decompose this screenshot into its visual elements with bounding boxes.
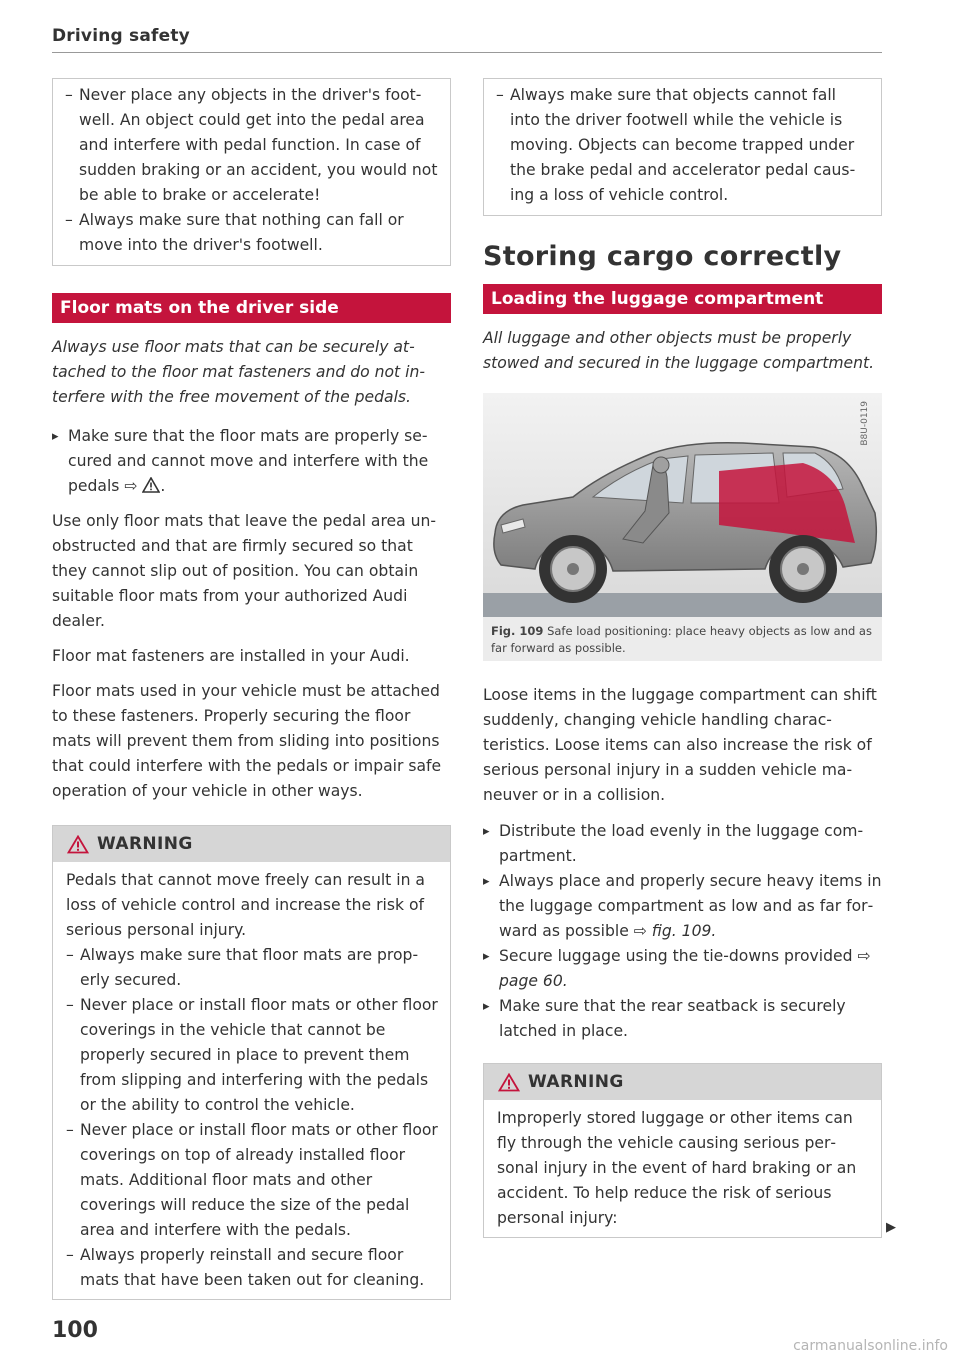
warning-header [53, 826, 450, 862]
watermark: carmanualsonline.info [793, 1338, 948, 1354]
list-item: – Always properly reinstall and secure floor mats that have been taken out for cleaning. [66, 1243, 438, 1293]
warning-title: WARNING [97, 833, 193, 854]
cross-ref-link[interactable]: ⇨ page 60. [499, 947, 871, 990]
paragraph: Floor mat fasteners are installed in your Audi. [52, 647, 410, 665]
list-item: – Always make sure that objects cannot fall into the driver footwell while the vehicle is moving. Objects can become trapped under the brake pedal and accelerator pedal causing a loss of vehicle control. [496, 83, 869, 208]
cross-ref-arrow[interactable]: ⇨ [124, 477, 138, 495]
figure-caption-text: Safe load positioning: place heavy objects as low and as far forward as possible. [491, 624, 872, 655]
paragraph: Loose items in the luggage compartment can shift suddenly, changing vehicle handling characteristics. Loose items can also increase the risk of serious personal injury in a sudden vehicle maneuver or in a collision. [483, 686, 877, 804]
list-item: – Never place any objects in the driver's footwell. An object could get into the pedal area and interfere with pedal function. In case of sudden braking or an accident, you would not be able to brake or accelerate! [65, 83, 438, 208]
instruction-text: Distribute the load evenly in the luggage compartment. [499, 822, 864, 865]
paragraph: Floor mats used in your vehicle must be attached to these fasteners. Properly securing the floor mats will prevent them from sliding into positions that could interfere with the pedals or impair safe operation of your vehicle in other ways. [52, 682, 442, 800]
instruction-text: Secure luggage using the tie-downs provided [499, 947, 853, 965]
figure-109 [483, 393, 882, 661]
warning-triangle-icon[interactable] [142, 477, 160, 493]
car-cargo-illustration [483, 393, 882, 617]
list-item: – Never place or install floor mats or other floor coverings in the vehicle that cannot be properly secured in place to prevent them from slipping and interfering with the pedals or the ability to control the vehicle. [66, 993, 438, 1118]
list-item: ▸ Make sure that the floor mats are properly secured and cannot move and interfere with the pedals ⇨ . [52, 424, 451, 499]
warning-box-right [483, 1063, 882, 1238]
instruction-text: Make sure that the rear seatback is securely latched in place. [499, 997, 846, 1040]
warning-body [53, 862, 450, 1299]
cross-ref-link[interactable]: ⇨ fig. 109. [633, 922, 717, 940]
left-top-list [65, 83, 438, 258]
right-top-box [483, 78, 882, 216]
instruction-list [52, 424, 451, 499]
warning-triangle-icon [498, 1073, 520, 1092]
section-heading-floor-mats: Floor mats on the driver side [52, 293, 451, 323]
section-intro: All luggage and other objects must be properly stowed and secured in the luggage compartment. [483, 329, 875, 372]
instruction-list [483, 819, 882, 1044]
instruction-text: Always place and properly secure heavy items in the luggage compartment as low and as far forward as possible [499, 872, 882, 940]
right-top-list [496, 83, 869, 208]
page-number: 100 [52, 1318, 98, 1343]
instruction-text: Make sure that the floor mats are properly secured and cannot move and interfere with the pedals [68, 427, 429, 495]
header-rule [52, 52, 882, 53]
chapter-title: Storing cargo correctly [483, 241, 842, 272]
section-intro: Always use floor mats that can be securely attached to the floor mat fasteners and do not interfere with the free movement of the pedals. [52, 338, 425, 406]
warning-header [484, 1064, 881, 1100]
list-item [483, 994, 882, 1044]
warning-body [484, 1100, 881, 1237]
list-item: – Always make sure that floor mats are properly secured. [66, 943, 438, 993]
warning-text: Improperly stored luggage or other items can fly through the vehicle causing serious personal injury in the event of hard braking or an accident. To help reduce the risk of serious personal injury: [497, 1109, 857, 1227]
right-column [483, 78, 882, 1238]
list-item: – Always make sure that nothing can fall or move into the driver's footwell. [65, 208, 438, 258]
list-item [483, 869, 882, 944]
left-top-box [52, 78, 451, 266]
list-item: – Never place or install floor mats or other floor coverings on top of already installed floor mats. Additional floor mats and other coverings will reduce the size of the pedal area and interfere with the pedals. [66, 1118, 438, 1243]
figure-id: B8U-0119 [860, 401, 870, 446]
warning-triangle-icon [67, 835, 89, 854]
list-item [483, 944, 882, 994]
section-heading-luggage: Loading the luggage compartment [483, 284, 882, 314]
warning-list [66, 943, 438, 1293]
warning-text: Pedals that cannot move freely can result in a loss of vehicle control and increase the risk of serious personal injury. [66, 871, 425, 939]
list-item [483, 819, 882, 869]
paragraph: Use only floor mats that leave the pedal area unobstructed and that are firmly secured so that they cannot slip out of position. You can obtain suitable floor mats from your authorized Audi dealer. [52, 512, 437, 630]
warning-box-left [52, 825, 451, 1300]
continue-arrow-icon[interactable]: ▶ [886, 1220, 896, 1235]
warning-title: WARNING [528, 1071, 624, 1092]
figure-label: Fig. 109 [491, 624, 544, 638]
page-header-title: Driving safety [52, 26, 190, 46]
left-column [52, 78, 451, 1300]
figure-caption [483, 617, 882, 661]
car-side-view-image [483, 393, 882, 617]
